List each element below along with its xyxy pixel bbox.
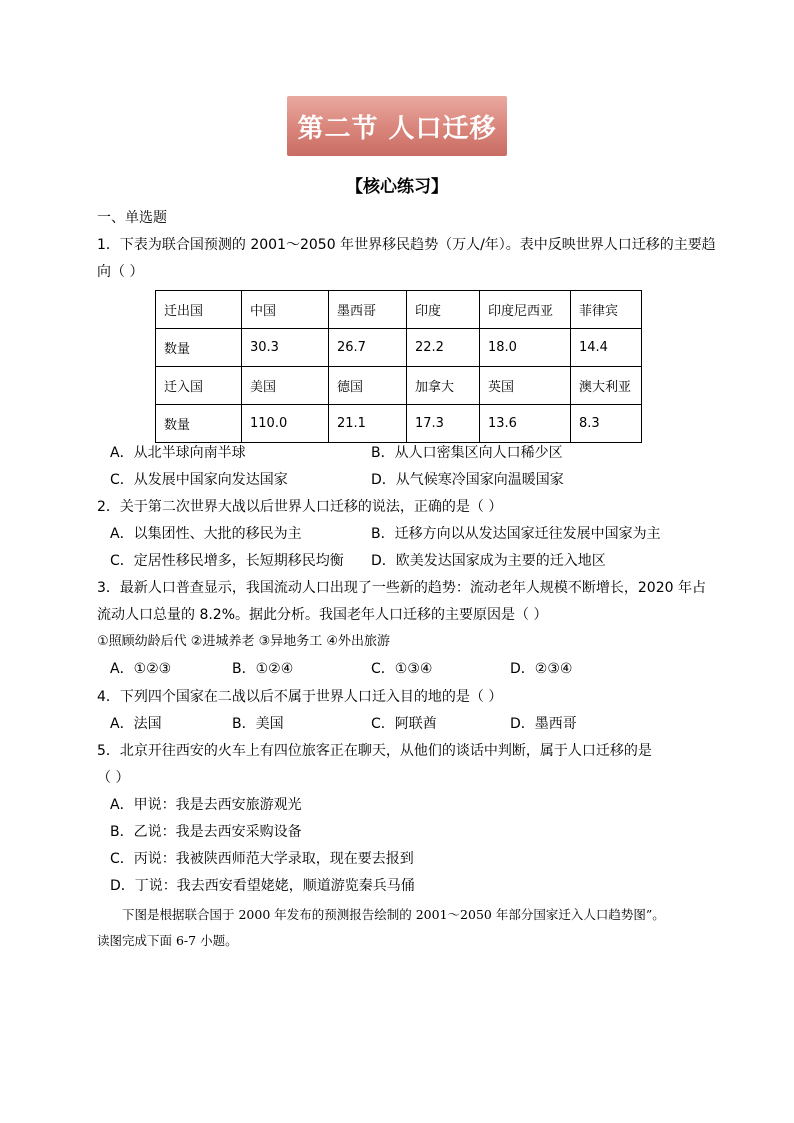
table-cell: 德国 (329, 367, 407, 405)
q2-stem: 2．关于第二次世界大战以后世界人口迁移的说法，正确的是（ ） (97, 499, 503, 515)
q3-option-b[interactable]: B．①②④ (232, 661, 294, 677)
q1-option-a[interactable]: A．从北半球向南半球 (110, 445, 246, 461)
q1-option-b[interactable]: B．从人口密集区向人口稀少区 (371, 445, 563, 461)
table-cell: 迁入国 (156, 367, 242, 405)
table-row (156, 291, 642, 329)
table-cell: 澳大利亚 (571, 367, 642, 405)
q4-option-c[interactable]: C．阿联酋 (371, 716, 437, 732)
table-cell: 110.0 (242, 405, 329, 443)
figure-note-line1: 下图是根据联合国于 2000 年发布的预测报告绘制的 2001～2050 年部分国家迁入人口趋势图”。 (122, 907, 665, 922)
table-cell: 数量 (156, 405, 242, 443)
table-cell: 30.3 (242, 329, 329, 367)
q4-option-b[interactable]: B．美国 (232, 716, 284, 732)
table-cell: 加拿大 (407, 367, 480, 405)
table-row (156, 329, 642, 367)
table-cell: 13.6 (480, 405, 571, 443)
table-cell: 21.1 (329, 405, 407, 443)
table-cell: 26.7 (329, 329, 407, 367)
table-cell: 14.4 (571, 329, 642, 367)
q1-option-d[interactable]: D．从气候寒冷国家向温暖国家 (371, 472, 564, 488)
table-row (156, 367, 642, 405)
q3-option-d[interactable]: D．②③④ (510, 661, 573, 677)
table-cell: 印度 (407, 291, 480, 329)
q2-option-a[interactable]: A．以集团性、大批的移民为主 (110, 526, 302, 542)
table-cell: 英国 (480, 367, 571, 405)
title-banner: 第二节 人口迁移 (287, 96, 507, 156)
q1-stem-line2: 向（ ） (97, 264, 144, 280)
q3-option-c[interactable]: C．①③④ (371, 661, 433, 677)
q5-option-b[interactable]: B．乙说：我是去西安采购设备 (110, 824, 302, 840)
figure-note-line2: 读图完成下面 6-7 小题。 (97, 933, 238, 948)
q4-option-d[interactable]: D．墨西哥 (510, 716, 577, 732)
migration-table (155, 290, 642, 443)
q5-option-c[interactable]: C．丙说：我被陕西师范大学录取，现在要去报到 (110, 851, 414, 867)
table-cell: 印度尼西亚 (480, 291, 571, 329)
table-cell: 迁出国 (156, 291, 242, 329)
table-cell: 17.3 (407, 405, 480, 443)
table-cell: 18.0 (480, 329, 571, 367)
q2-option-d[interactable]: D．欧美发达国家成为主要的迁入地区 (371, 553, 606, 569)
q5-stem-line1: 5．北京开往西安的火车上有四位旅客正在聊天，从他们的谈话中判断，属于人口迁移的是 (97, 743, 652, 759)
q3-items: ①照顾幼龄后代 ②进城养老 ③异地务工 ④外出旅游 (97, 634, 391, 649)
q1-option-c[interactable]: C．从发展中国家向发达国家 (110, 472, 288, 488)
table-cell: 墨西哥 (329, 291, 407, 329)
q3-stem-line1: 3．最新人口普查显示，我国流动人口出现了一些新的趋势：流动老年人规模不断增长，2020 年占 (97, 580, 706, 596)
q3-stem-line2: 流动人口总量的 8.2%。据此分析。我国老年人口迁移的主要原因是（ ） (97, 607, 548, 623)
page-subtitle: 【核心练习】 (346, 177, 448, 197)
q3-option-a[interactable]: A．①②③ (110, 661, 172, 677)
q4-stem: 4．下列四个国家在二战以后不属于世界人口迁入目的地的是（ ） (97, 689, 503, 705)
table-cell: 中国 (242, 291, 329, 329)
q5-option-a[interactable]: A．甲说：我是去西安旅游观光 (110, 797, 302, 813)
q1-stem-line1: 1．下表为联合国预测的 2001～2050 年世界移民趋势（万人/年）。表中反映世界人口迁移的主要趋 (97, 237, 716, 253)
table-row (156, 405, 642, 443)
table-cell: 美国 (242, 367, 329, 405)
q2-option-b[interactable]: B．迁移方向以从发达国家迁往发展中国家为主 (371, 526, 661, 542)
table-cell: 数量 (156, 329, 242, 367)
q5-stem-line2: （ ） (97, 770, 130, 786)
q4-option-a[interactable]: A．法国 (110, 716, 162, 732)
table-cell: 22.2 (407, 329, 480, 367)
q5-option-d[interactable]: D．丁说：我去西安看望姥姥，顺道游览秦兵马俑 (110, 878, 415, 894)
q2-option-c[interactable]: C．定居性移民增多，长短期移民均衡 (110, 553, 344, 569)
table-cell: 8.3 (571, 405, 642, 443)
table-cell: 菲律宾 (571, 291, 642, 329)
section-heading: 一、单选题 (97, 210, 167, 226)
